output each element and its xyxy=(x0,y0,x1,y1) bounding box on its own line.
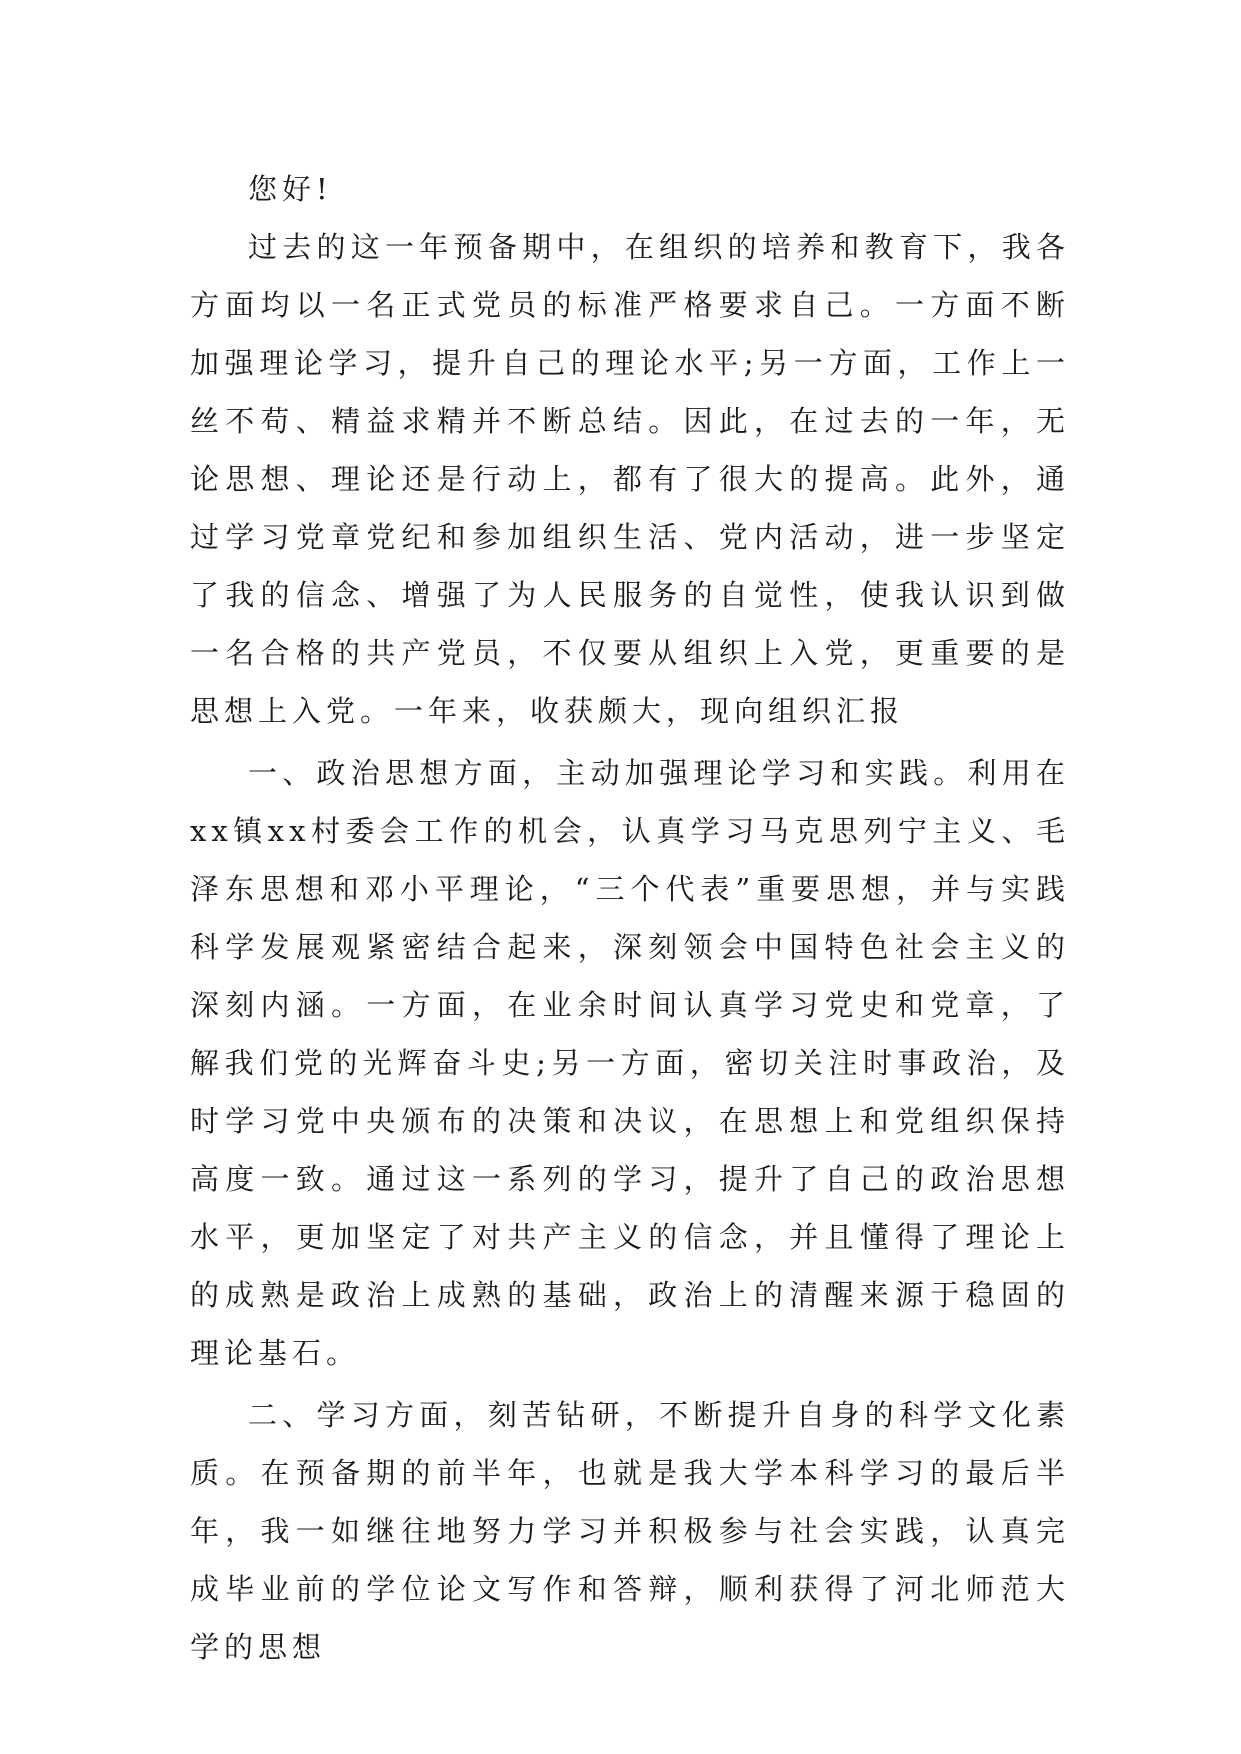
paragraph-3: 二、学习方面，刻苦钻研，不断提升自身的科学文化素质。在预备期的前半年，也就是我大学本科学习的最后半年，我一如继往地努力学习并积极参与社会实践，认真完成毕业前的学位论文写作和答辩，顺利获得了河北师范大学的思想 xyxy=(190,1398,1070,1664)
paragraph-2: 一、政治思想方面，主动加强理论学习和实践。利用在xx镇xx村委会工作的机会，认真学习马克思列宁主义、毛泽东思想和邓小平理论，“三个代表”重要思想，并与实践科学发展观紧密结合起来，深刻领会中国特色社会主义的深刻内涵。一方面，在业余时间认真学习党史和党章，了解我们党的光辉奋斗史;另一方面，密切关注时事政治，及时学习党中央颁布的决策和决议，在思想上和党组织保持高度一致。通过这一系列的学习，提升了自己的政治思想水平，更加坚定了对共产主义的信念，并且懂得了理论上的成熟是政治上成熟的基础，政治上的清醒来源于稳固的理论基石。 xyxy=(190,756,1070,1370)
paragraph-1: 过去的这一年预备期中，在组织的培养和教育下，我各方面均以一名正式党员的标准严格要求自己。一方面不断加强理论学习，提升自己的理论水平;另一方面，工作上一丝不苟、精益求精并不断总结。因此，在过去的一年，无论思想、理论还是行动上，都有了很大的提高。此外，通过学习党章党纪和参加组织生活、党内活动，进一步坚定了我的信念、增强了为人民服务的自觉性，使我认识到做一名合格的共产党员，不仅要从组织上入党，更重要的是思想上入党。一年来，收获颇大，现向组织汇报 xyxy=(190,230,1070,728)
greeting: 您好! xyxy=(248,172,333,206)
document-body xyxy=(190,160,1070,1676)
